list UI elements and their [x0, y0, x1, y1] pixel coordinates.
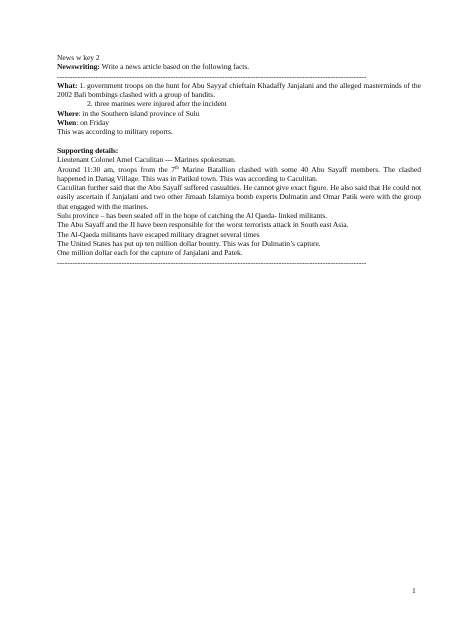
page-number: 1 [412, 586, 416, 595]
what-separator: : [74, 80, 78, 90]
document-body [57, 53, 421, 267]
supporting-detail-7: The United States has put up ten million dollar bounty. This was for Dulmatin’s capture. [57, 238, 321, 248]
supporting-detail-1: Lieutenant Colonel Amel Caculitan --- Marines spokesman. [57, 155, 236, 165]
supporting-detail-2 [57, 165, 421, 184]
detail-2-start: Around 11:30 am, troops from the 7 [57, 164, 176, 174]
ordinal-superscript: th [175, 165, 179, 171]
when-text: : on Friday [76, 118, 109, 128]
supporting-detail-8: One million dollar each for the capture of Janjalani and Patek. [57, 248, 243, 258]
where-text: : in the Southern island province of Sulu [78, 108, 200, 118]
spacer [57, 137, 421, 146]
what-label: What [57, 80, 75, 90]
instruction-label: Newswriting: [57, 62, 100, 72]
separator-rule-top: ------------------------------------------------------------------------------------------------------------------------ [57, 71, 367, 81]
supporting-detail-6: The Al-Qaeda militants have escaped military dragnet several times [57, 229, 260, 239]
source-line: This was according to military reports. [57, 127, 173, 137]
separator-rule-bottom: ------------------------------------------------------------------------------------------------------------------------ [57, 257, 367, 267]
supporting-details-heading: Supporting details: [57, 145, 119, 155]
supporting-detail-3: Caculitan further said that the Abu Sayaff suffered casualties. He cannot give exact figure. He also said that He could not easily ascertain if Janjalani and two other Jimaah Islamiya bomb experts Dulmatin and Omar Patik were with the group that engaged with the marines. [57, 183, 421, 211]
where-label: Where [57, 108, 79, 118]
instruction-text: Write a news article based on the following facts. [101, 62, 250, 72]
what-number-1: 1. [79, 80, 86, 90]
supporting-detail-4: Sulu province – has been sealed off in the hope of catching the Al Qaeda- linked militants. [57, 211, 328, 221]
what-number-2: 2. [87, 99, 93, 109]
when-line [57, 118, 421, 127]
what-text-1: government troops on the hunt for Abu Sayyaf chieftain Khadaffy Janjalani and the alleged masterminds of the 2002 Bali bombings clashed with a group of bandits. [57, 80, 421, 100]
document-heading: News w key 2 [57, 53, 100, 62]
what-text-2: three marines were injured after the incident [94, 99, 227, 109]
supporting-detail-5: The Abu Sayaff and the JI have been responsible for the worst terrorists attack in South east Asia. [57, 220, 349, 230]
instruction-line [57, 62, 421, 71]
where-line [57, 109, 421, 118]
what-item-2 [57, 99, 421, 108]
what-item-1 [57, 81, 421, 100]
detail-2-end: Marine Batallion clashed with some 40 Abu Sayaff members. The clashed happened in Danag Village. This was in Patikul town. This was according to Caculitan. [57, 164, 421, 183]
when-label: When [57, 118, 77, 128]
